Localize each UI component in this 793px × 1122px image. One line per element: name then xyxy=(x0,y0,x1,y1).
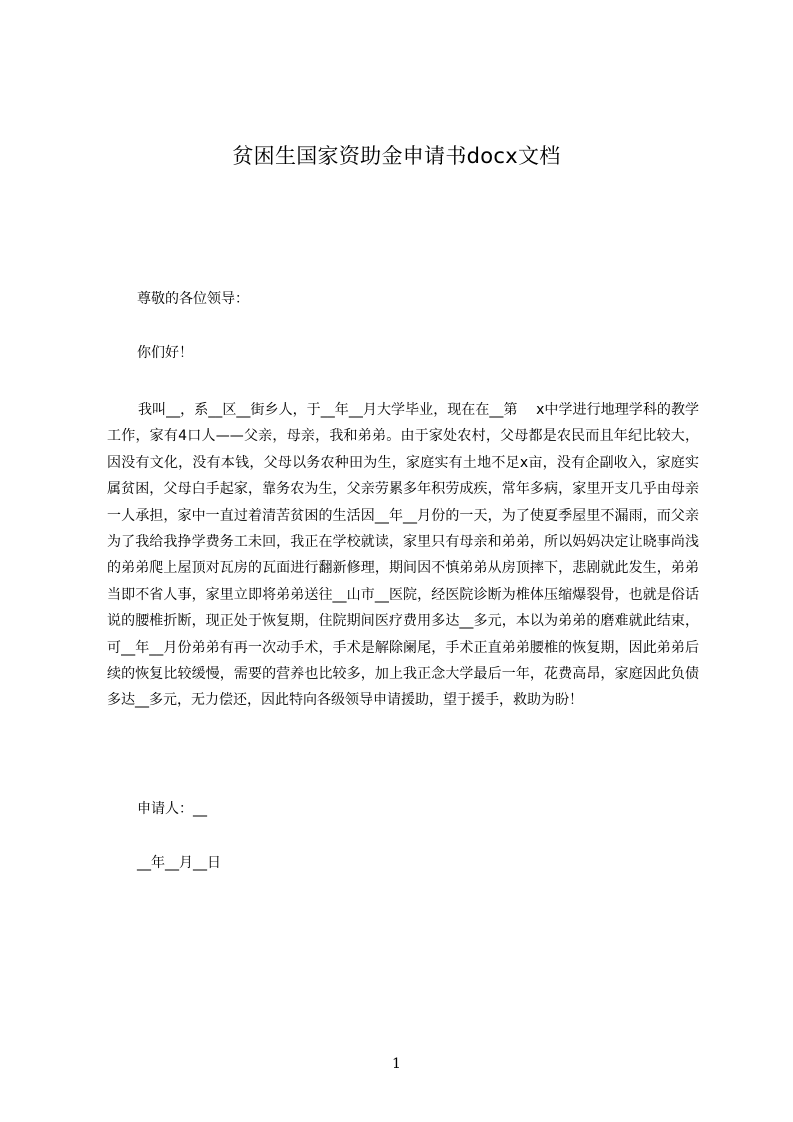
salutation: 尊敬的各位领导： xyxy=(137,291,249,307)
greeting: 你们好！ xyxy=(137,345,193,361)
page-number: 1 xyxy=(392,1056,401,1072)
application-body: 我叫__，系__区__街乡人，于__年__月大学毕业，现在在__第 x中学进行地理学科的教学工作，家有4口人——父亲，母亲，我和弟弟。由于家处农村，父母都是农民而且年纪比较大，因没有文化，没有本钱，父母以务农种田为生，家庭实有土地不足x亩，没有企副收入，家庭实属贫困，父母白手起家，靠务农为生，父亲劳累多年积劳成疾，常年多病，家里开支几乎由母亲一人承担，家中一直过着清苦贫困的生活因__年__月份的一天，为了使夏季屋里不漏雨，而父亲为了我给我挣学费务工未回，我正在学校就读，家里只有母亲和弟弟，所以妈妈决定让晓事尚浅的弟弟爬上屋顶对瓦房的瓦面进行翻新修理，期间因不慎弟弟从房顶摔下，悲剧就此发生，弟弟当即不省人事，家里立即将弟弟送往__山市__医院，经医院诊断为椎体压缩爆裂骨，也就是俗话说的腰椎折断，现正处于恢复期，住院期间医疗费用多达__多元，本以为弟弟的磨难就此结束，可__年__月份弟弟有再一次动手术，手术是解除阑尾，手术正直弟弟腰椎的恢复期，因此弟弟后续的恢复比较缓慢，需要的营养也比较多，加上我正念大学最后一年，花费高昂，家庭因此负债多达__多元，无力偿还，因此特向各级领导申请援助，望于援手，救助为盼！ xyxy=(107,402,699,709)
date-line: __年__月__日 xyxy=(137,855,221,871)
document-title: 贫困生国家资助金申请书docx文档 xyxy=(232,144,561,168)
applicant-signature-line: 申请人：__ xyxy=(137,801,207,817)
